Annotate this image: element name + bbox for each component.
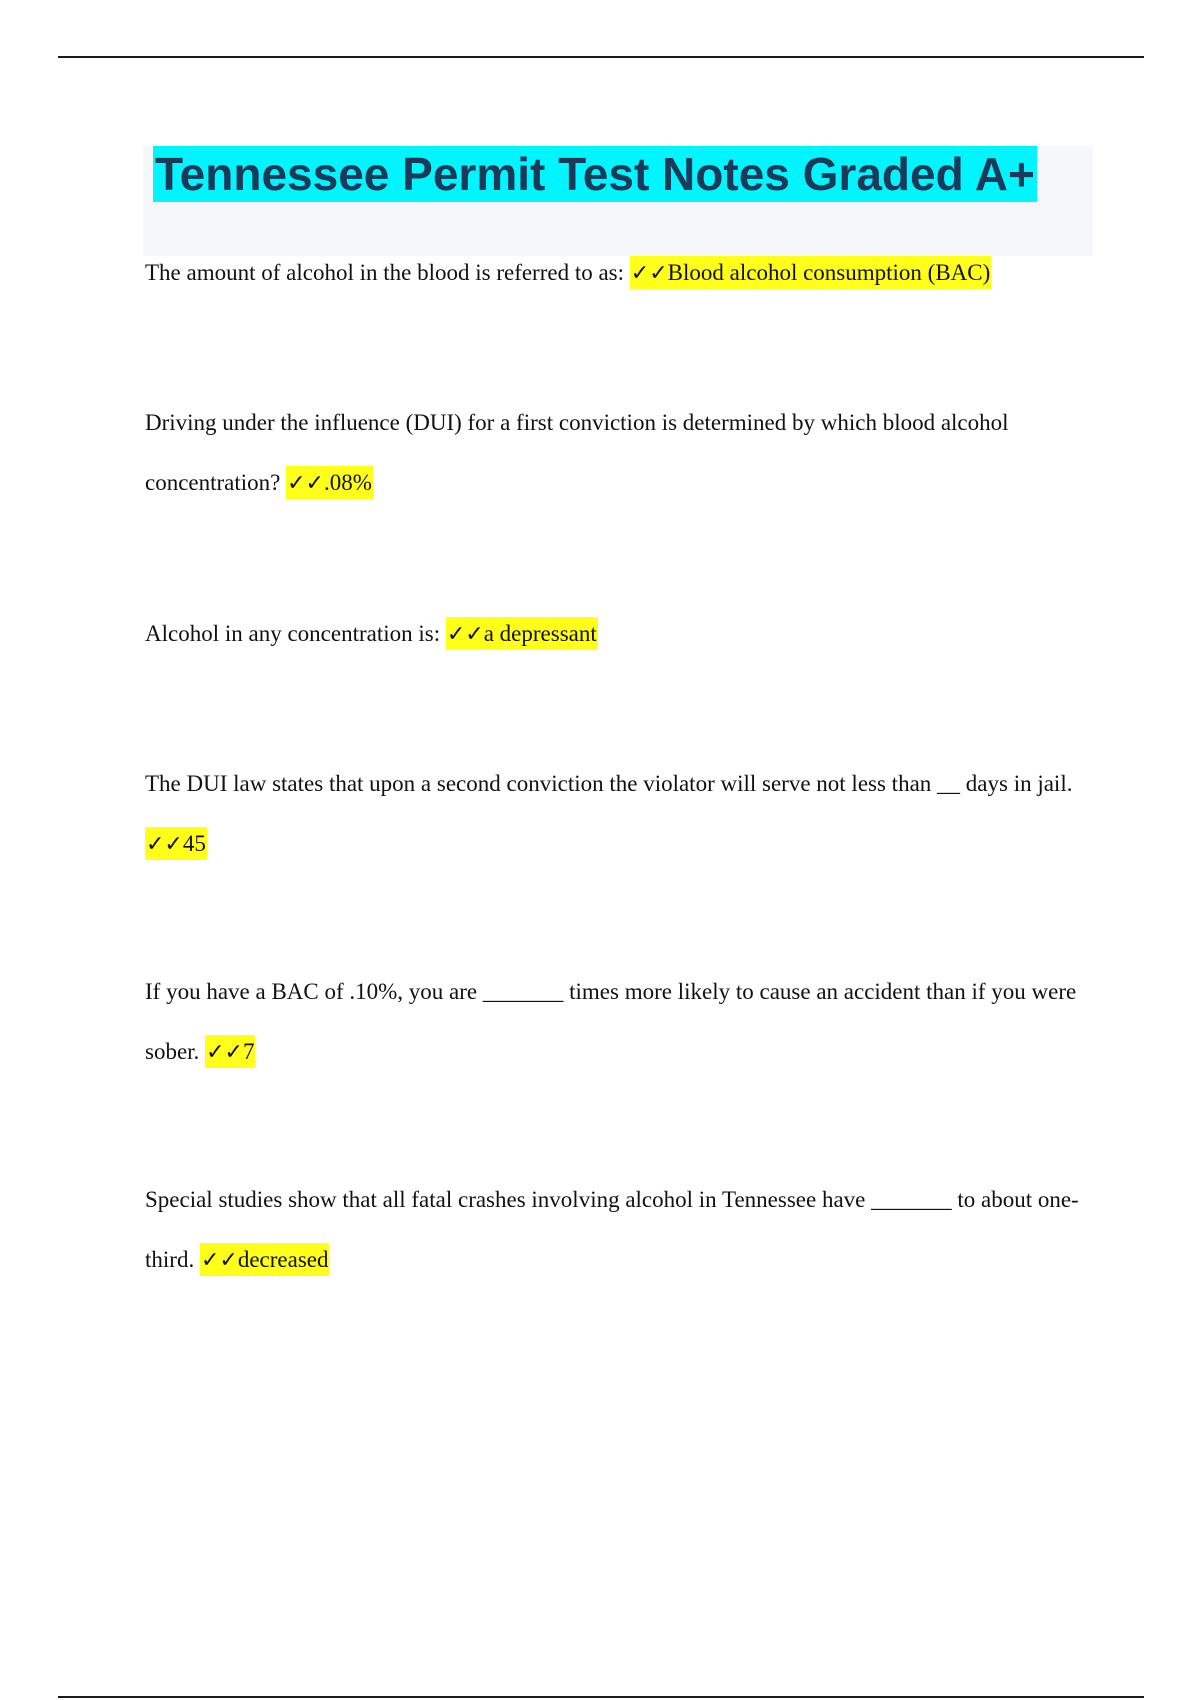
double-check-icon: ✓✓ xyxy=(287,471,324,496)
question-text: The DUI law states that upon a second conviction the violator will serve not less than __ days in jail. xyxy=(145,771,1073,796)
question-text: Driving under the influence (DUI) for a first conviction is determined by which blood alcohol concentration? xyxy=(145,410,1009,495)
question-item-2 xyxy=(145,393,1085,514)
question-text: Alcohol in any concentration is: xyxy=(145,621,446,646)
answer-highlight xyxy=(286,466,373,499)
answer-highlight xyxy=(200,1243,330,1276)
answer-highlight xyxy=(630,256,992,289)
top-rule xyxy=(58,56,1144,58)
double-check-icon: ✓✓ xyxy=(630,261,668,286)
document-title: Tennessee Permit Test Notes Graded A+ xyxy=(155,148,1035,200)
bottom-rule xyxy=(58,1696,1144,1698)
question-item-1 xyxy=(145,243,1085,304)
double-check-icon: ✓✓ xyxy=(206,1040,243,1065)
double-check-icon: ✓✓ xyxy=(146,832,183,857)
double-check-icon: ✓✓ xyxy=(200,1248,238,1273)
question-text: If you have a BAC of .10%, you are _______ times more likely to cause an accident than if you were sober. xyxy=(145,979,1077,1064)
answer-text: a depressant xyxy=(483,621,597,646)
question-item-3 xyxy=(145,604,1085,665)
answer-text: 7 xyxy=(242,1039,255,1064)
answer-highlight xyxy=(205,1035,255,1068)
question-item-4 xyxy=(145,754,1085,875)
question-text: Special studies show that all fatal crashes involving alcohol in Tennessee have _______ to about one-third. xyxy=(145,1187,1079,1272)
answer-text: decreased xyxy=(237,1247,329,1272)
double-check-icon: ✓✓ xyxy=(446,622,484,647)
answer-text: 45 xyxy=(182,831,206,856)
answer-highlight xyxy=(446,617,598,650)
answer-highlight xyxy=(145,827,207,860)
question-item-6 xyxy=(145,1170,1085,1291)
question-text: The amount of alcohol in the blood is referred to as: xyxy=(145,260,630,285)
answer-text: .08% xyxy=(324,470,372,495)
answer-text: Blood alcohol consumption (BAC) xyxy=(667,260,991,285)
question-item-5 xyxy=(145,962,1085,1083)
